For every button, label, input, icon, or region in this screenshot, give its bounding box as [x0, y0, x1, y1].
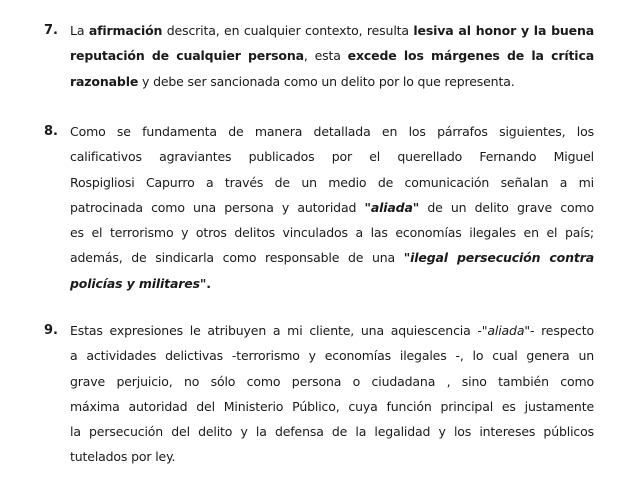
paragraph-body — [70, 119, 594, 296]
paragraph-number: 9. — [44, 323, 58, 338]
text-run: grave perjuicio, no sólo como persona o ciudadana , sino también como — [70, 373, 594, 389]
text-run: descrita, en cualquier contexto, resulta — [162, 23, 414, 38]
text-line — [70, 369, 594, 394]
text-line — [70, 318, 594, 343]
text-run: tutelados por ley. — [70, 449, 176, 465]
emphasized-text: excede los márgenes de la crítica — [347, 48, 594, 64]
emphasized-text: reputación de cualquier persona — [70, 48, 304, 64]
paragraph-body — [70, 18, 594, 94]
emphasized-text: " — [412, 199, 420, 215]
text-run: la persecución del delito y la defensa de la legalidad y los intereses públicos — [70, 424, 594, 440]
text-line — [70, 271, 594, 296]
paragraph-number: 7. — [44, 23, 58, 38]
text-run: Estas expresiones le atribuyen a mi cliente, una aquiescencia -" — [70, 323, 488, 338]
emphasized-text: policías y militares — [70, 275, 200, 291]
text-run: de un delito grave como — [419, 199, 594, 215]
text-line — [70, 419, 594, 444]
emphasized-text: ". — [199, 275, 211, 291]
text-run: y debe ser sancionada como un delito por lo que representa. — [138, 73, 515, 89]
emphasized-text: afirmación — [88, 23, 163, 38]
emphasized-text: aliada — [370, 199, 413, 215]
text-line — [70, 245, 594, 270]
text-run: máxima autoridad del Ministerio Público, cuya función principal es justamente — [70, 398, 594, 414]
text-line — [70, 394, 594, 419]
text-line — [70, 119, 594, 144]
text-run: "- respecto — [524, 323, 595, 338]
text-run: calificativos agraviantes publicados por el querellado Fernando Miguel — [70, 149, 594, 165]
text-run: además, de sindicarla como responsable de una — [70, 250, 404, 266]
text-run: es el terrorismo y otros delitos vinculados a las economías ilegales en el país; — [70, 225, 594, 241]
text-run: Rospigliosi Capurro a través de un medio de comunicación señalan a mi — [70, 174, 594, 190]
text-line — [70, 220, 594, 245]
text-line — [70, 170, 594, 195]
emphasized-text: aliada — [487, 323, 525, 338]
paragraph-body — [70, 318, 594, 470]
text-line — [70, 69, 594, 94]
text-line — [70, 195, 594, 220]
text-line — [70, 18, 594, 43]
text-line — [70, 343, 594, 368]
emphasized-text: " — [364, 199, 371, 215]
emphasized-text: lesiva al honor y la buena — [413, 23, 594, 38]
text-line — [70, 43, 594, 68]
text-run: La — [70, 23, 89, 38]
emphasized-text: razonable — [70, 73, 139, 89]
text-run: , esta — [303, 48, 348, 64]
text-line — [70, 144, 594, 169]
text-line — [70, 444, 594, 469]
text-run: patrocinada como una persona y autoridad — [70, 199, 365, 215]
emphasized-text: "ilegal persecución contra — [403, 250, 594, 266]
text-run: Como se fundamenta de manera detallada en los párrafos siguientes, los — [70, 124, 594, 139]
text-run: a actividades delictivas -terrorismo y economías ilegales -, lo cual genera un — [70, 348, 594, 364]
paragraph-number: 8. — [44, 124, 58, 139]
